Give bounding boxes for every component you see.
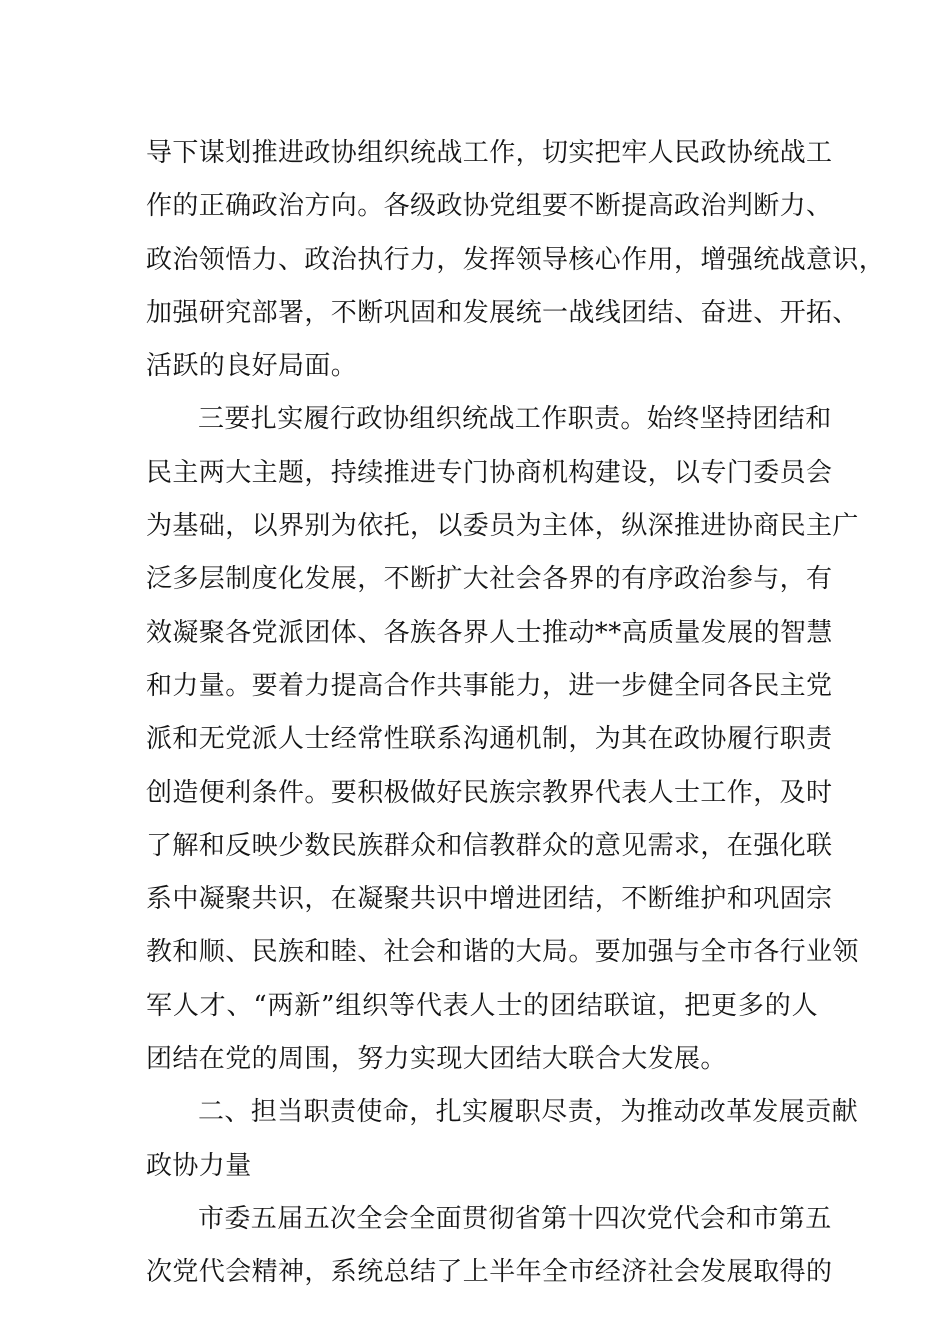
text-line: 了解和反映少数民族群众和信教群众的意见需求，在强化联 — [146, 830, 833, 861]
section-heading-line: 二、担当职责使命，扎实履职尽责，为推动改革发展贡献 — [198, 1097, 859, 1128]
text-line: 军人才、“两新”组织等代表人士的团结联谊，把更多的人 — [146, 990, 818, 1021]
text-line: 活跃的良好局面。 — [146, 351, 358, 382]
text-line: 为基础，以界别为依托，以委员为主体，纵深推进协商民主广 — [146, 511, 859, 542]
text-line: 作的正确政治方向。各级政协党组要不断提高政治判断力、 — [146, 191, 833, 222]
text-line: 团结在党的周围，努力实现大团结大联合大发展。 — [146, 1044, 727, 1075]
text-line: 创造便利条件。要积极做好民族宗教界代表人士工作，及时 — [146, 777, 833, 808]
section-heading-line: 政协力量 — [146, 1150, 252, 1181]
text-line: 系中凝聚共识，在凝聚共识中增进团结，不断维护和巩固宗 — [146, 884, 833, 915]
text-line: 次党代会精神，系统总结了上半年全市经济社会发展取得的 — [146, 1257, 833, 1288]
body-text — [146, 127, 886, 1300]
text-line: 政治领悟力、政治执行力，发挥领导核心作用，增强统战意识， — [146, 244, 886, 275]
text-line: 派和无党派人士经常性联系沟通机制，为其在政协履行职责 — [146, 724, 833, 755]
text-line: 泛多层制度化发展，不断扩大社会各界的有序政治参与，有 — [146, 564, 833, 595]
text-line: 效凝聚各党派团体、各族各界人士推动**高质量发展的智慧 — [146, 617, 833, 648]
text-line: 和力量。要着力提高合作共事能力，进一步健全同各民主党 — [146, 670, 833, 701]
text-line: 教和顺、民族和睦、社会和谐的大局。要加强与全市各行业领 — [146, 937, 859, 968]
text-line: 民主两大主题，持续推进专门协商机构建设，以专门委员会 — [146, 457, 833, 488]
text-line: 加强研究部署，不断巩固和发展统一战线团结、奋进、开拓、 — [146, 297, 859, 328]
text-line: 导下谋划推进政协组织统战工作，切实把牢人民政协统战工 — [146, 138, 833, 168]
paragraph-start-line: 三要扎实履行政协组织统战工作职责。始终坚持团结和 — [198, 404, 832, 435]
paragraph-start-line: 市委五届五次全会全面贯彻省第十四次党代会和市第五 — [198, 1203, 832, 1234]
